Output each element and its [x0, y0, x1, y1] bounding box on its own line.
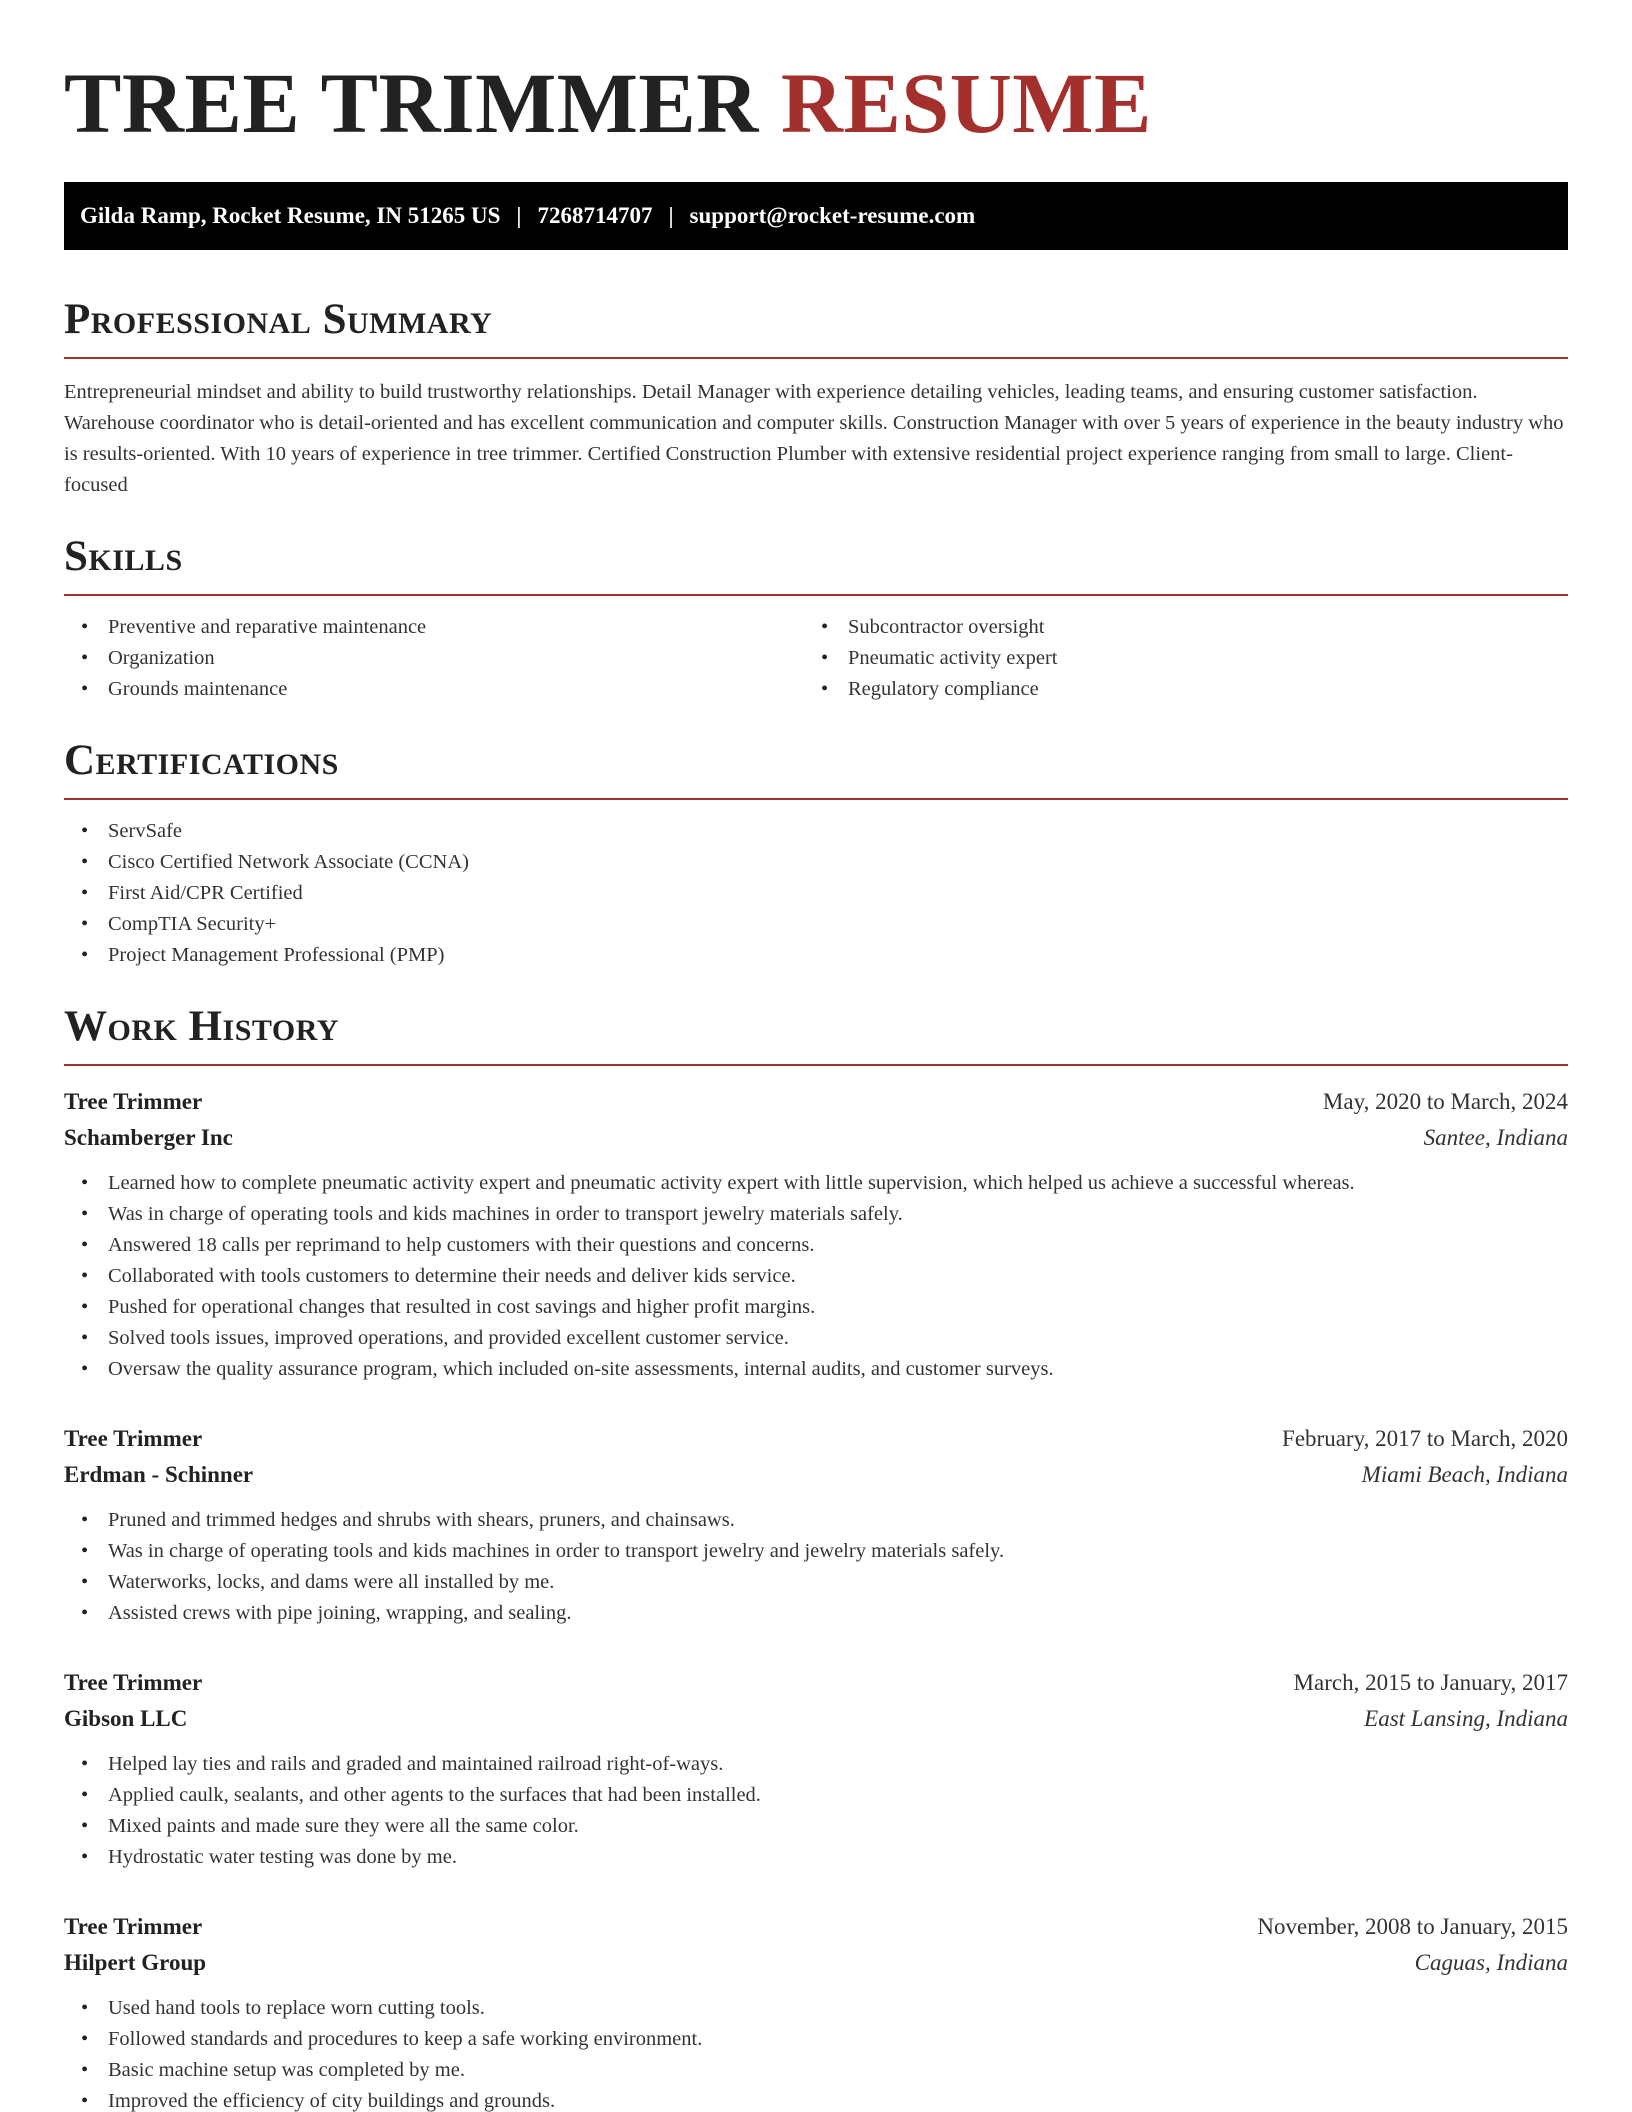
skill-item: • Pneumatic activity expert	[804, 643, 1544, 674]
section-divider	[64, 1064, 1568, 1066]
job-header-row	[64, 1909, 1568, 1945]
job-company: Erdman - Schinner	[64, 1462, 254, 1487]
certification-item: • ServSafe	[64, 816, 1568, 847]
certifications-heading: Certifications	[64, 737, 339, 784]
skills-list-left	[64, 612, 804, 705]
job-header-row	[64, 1421, 1568, 1457]
skill-item: • Grounds maintenance	[64, 674, 804, 705]
job-duty: • Mixed paints and made sure they were all the same color.	[64, 1811, 1568, 1842]
job-duty: • Waterworks, locks, and dams were all installed by me.	[64, 1567, 1568, 1598]
job-duty: • Applied caulk, sealants, and other agents to the surfaces that had been installed.	[64, 1780, 1568, 1811]
job-duty: • Improved the efficiency of city buildings and grounds.	[64, 2086, 1568, 2112]
summary-heading: Professional Summary	[64, 296, 493, 343]
certifications-section	[64, 739, 1568, 971]
contact-bar	[64, 182, 1568, 250]
summary-section	[64, 298, 1568, 501]
skill-item: • Regulatory compliance	[804, 674, 1544, 705]
section-divider	[64, 594, 1568, 596]
job-title: Tree Trimmer	[64, 1426, 203, 1451]
job-duties-list	[64, 1749, 1568, 1873]
job-title: Tree Trimmer	[64, 1670, 203, 1695]
contact-phone: 7268714707	[537, 203, 653, 228]
job-duty: • Was in charge of operating tools and kids machines in order to transport jewelry and jewelry materials safely.	[64, 1536, 1568, 1567]
certification-item: • First Aid/CPR Certified	[64, 878, 1568, 909]
job-entry	[64, 1084, 1568, 1385]
job-location: Miami Beach, Indiana	[1361, 1462, 1568, 1487]
skills-section	[64, 535, 1568, 705]
job-duty: • Pushed for operational changes that resulted in cost savings and higher profit margins.	[64, 1292, 1568, 1323]
skills-grid	[64, 612, 1568, 705]
summary-text: Entrepreneurial mindset and ability to build trustworthy relationships. Detail Manager with experience detailing vehicles, leading teams, and ensuring customer satisfaction. Warehouse coordinator who is detail-oriented and has excellent communication and computer skills. Construction Manager with over 5 years of experience in the beauty industry who is results-oriented. With 10 years of experience in tree trimmer. Certified Construction Plumber with extensive residential project experience ranging from small to large. Client-focused	[64, 381, 1564, 496]
job-duty: • Helped lay ties and rails and graded and maintained railroad right-of-ways.	[64, 1749, 1568, 1780]
title-main: TREE TRIMMER	[64, 55, 759, 151]
contact-address: Gilda Ramp, Rocket Resume, IN 51265 US	[80, 203, 501, 228]
job-duty: • Solved tools issues, improved operations, and provided excellent customer service.	[64, 1323, 1568, 1354]
title-accent: RESUME	[780, 55, 1152, 151]
contact-email: support@rocket-resume.com	[689, 203, 976, 228]
job-company: Hilpert Group	[64, 1950, 207, 1975]
skills-list-right	[804, 612, 1544, 705]
job-duty: • Was in charge of operating tools and kids machines in order to transport jewelry materials safely.	[64, 1199, 1568, 1230]
job-duty: • Answered 18 calls per reprimand to help customers with their questions and concerns.	[64, 1230, 1568, 1261]
job-duty: • Oversaw the quality assurance program, which included on-site assessments, internal audits, and customer surveys.	[64, 1354, 1568, 1385]
job-title: Tree Trimmer	[64, 1914, 203, 1939]
job-title: Tree Trimmer	[64, 1089, 203, 1114]
job-dates: November, 2008 to January, 2015	[1257, 1914, 1568, 1939]
job-duty: • Basic machine setup was completed by me.	[64, 2055, 1568, 2086]
job-company-row	[64, 1120, 1568, 1156]
job-duty: • Hydrostatic water testing was done by me.	[64, 1842, 1568, 1873]
contact-separator: |	[516, 203, 522, 228]
job-entry	[64, 1665, 1568, 1873]
job-dates: February, 2017 to March, 2020	[1282, 1426, 1568, 1451]
job-duty: • Learned how to complete pneumatic activity expert and pneumatic activity expert with little supervision, which helped us achieve a successful whereas.	[64, 1168, 1568, 1199]
certifications-list	[64, 816, 1568, 971]
skill-item: • Preventive and reparative maintenance	[64, 612, 804, 643]
job-entry	[64, 1421, 1568, 1629]
job-company: Schamberger Inc	[64, 1125, 233, 1150]
skill-item: • Organization	[64, 643, 804, 674]
job-entry	[64, 1909, 1568, 2112]
job-location: Santee, Indiana	[1423, 1125, 1568, 1150]
job-location: Caguas, Indiana	[1414, 1950, 1568, 1975]
section-divider	[64, 357, 1568, 359]
job-company: Gibson LLC	[64, 1706, 188, 1731]
job-duties-list	[64, 1505, 1568, 1629]
job-company-row	[64, 1701, 1568, 1737]
section-divider	[64, 798, 1568, 800]
certification-item: • CompTIA Security+	[64, 909, 1568, 940]
skills-heading: Skills	[64, 533, 183, 580]
job-duty: • Collaborated with tools customers to determine their needs and deliver kids service.	[64, 1261, 1568, 1292]
job-duty: • Used hand tools to replace worn cutting tools.	[64, 1993, 1568, 2024]
job-location: East Lansing, Indiana	[1364, 1706, 1568, 1731]
job-header-row	[64, 1084, 1568, 1120]
job-company-row	[64, 1945, 1568, 1981]
certification-item: • Cisco Certified Network Associate (CCNA)	[64, 847, 1568, 878]
job-dates: May, 2020 to March, 2024	[1322, 1089, 1568, 1114]
job-duty: • Assisted crews with pipe joining, wrapping, and sealing.	[64, 1598, 1568, 1629]
job-duties-list	[64, 1993, 1568, 2112]
job-duty: • Pruned and trimmed hedges and shrubs with shears, pruners, and chainsaws.	[64, 1505, 1568, 1536]
work-history-heading: Work History	[64, 1003, 339, 1050]
contact-separator: |	[668, 203, 674, 228]
job-header-row	[64, 1665, 1568, 1701]
skill-item: • Subcontractor oversight	[804, 612, 1544, 643]
work-history-section	[64, 1005, 1568, 2112]
job-dates: March, 2015 to January, 2017	[1293, 1670, 1568, 1695]
resume-title	[64, 55, 1568, 151]
job-company-row	[64, 1457, 1568, 1493]
certification-item: • Project Management Professional (PMP)	[64, 940, 1568, 971]
job-duty: • Followed standards and procedures to keep a safe working environment.	[64, 2024, 1568, 2055]
job-duties-list	[64, 1168, 1568, 1385]
